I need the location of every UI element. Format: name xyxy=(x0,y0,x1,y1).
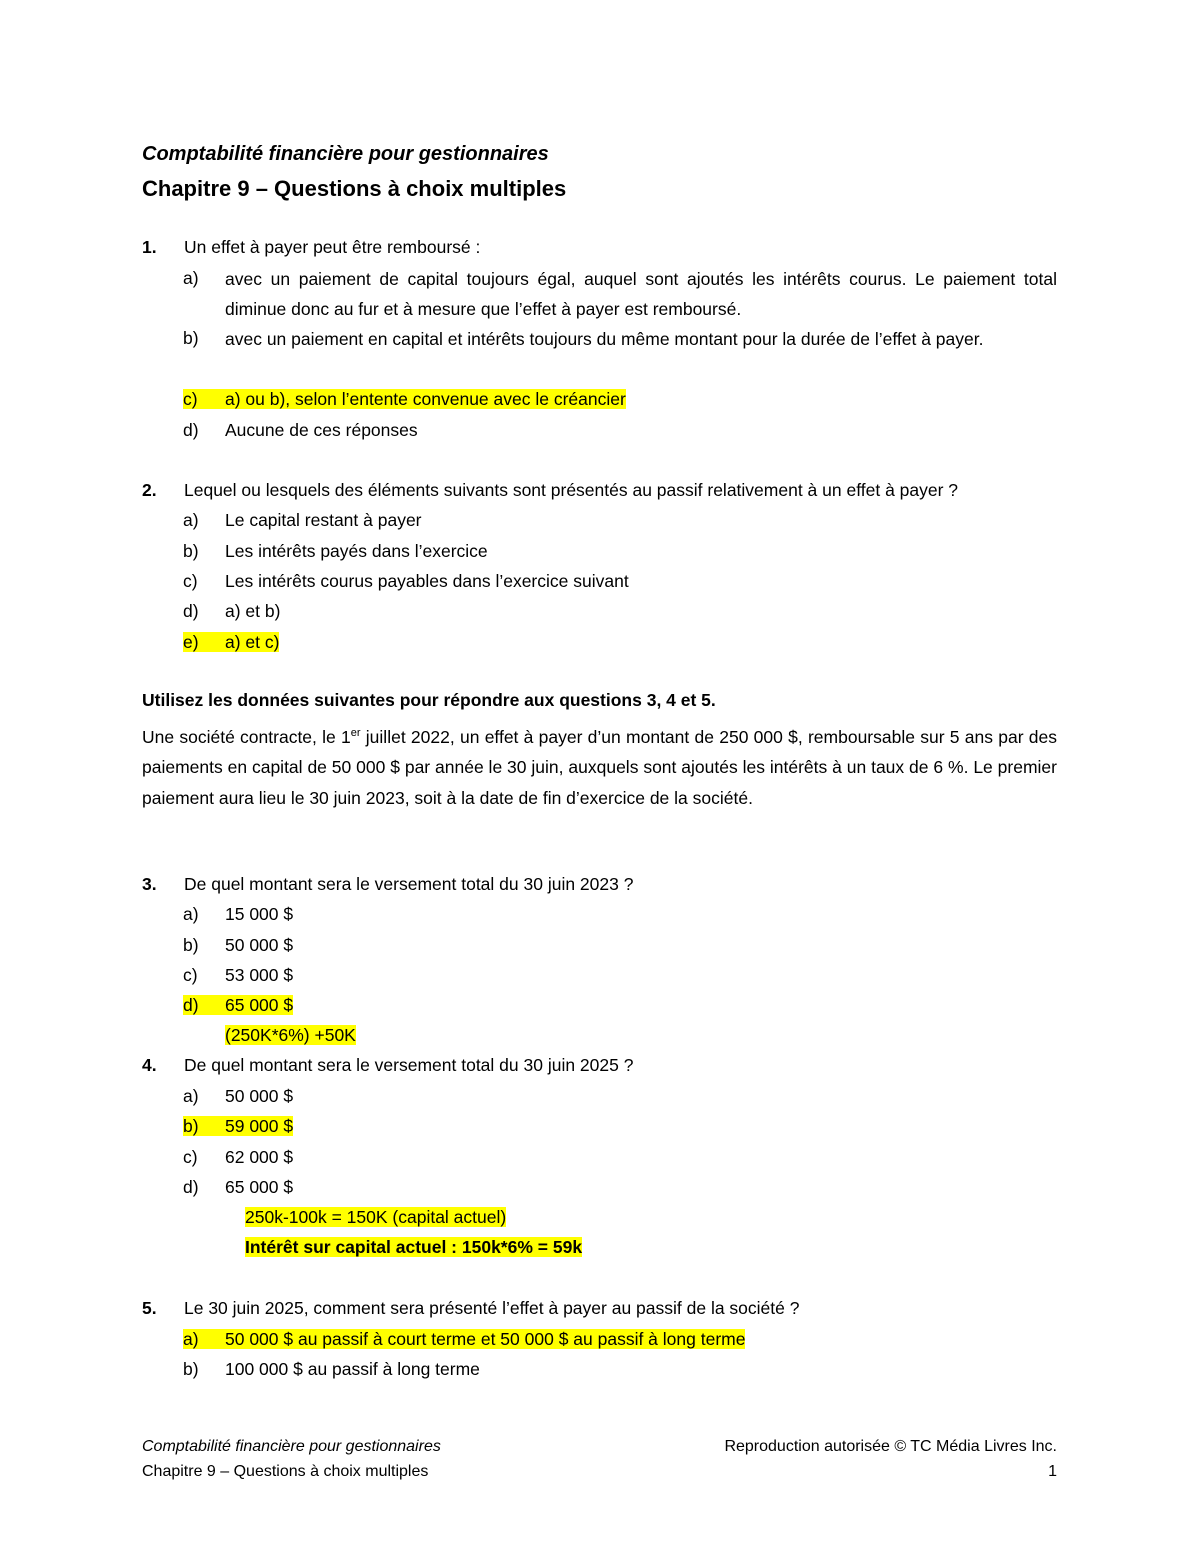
option-text: Les intérêts payés dans l’exercice xyxy=(225,541,488,561)
option-letter: d) xyxy=(183,1177,199,1197)
q3-option-b xyxy=(183,935,293,956)
question-4 xyxy=(142,1055,633,1076)
q2-option-d xyxy=(183,601,280,622)
option-text: a) et b) xyxy=(225,601,281,621)
footer-book-title: Comptabilité financière pour gestionnaires xyxy=(142,1438,441,1455)
q1-option-a-text: avec un paiement de capital toujours égal, auquel sont ajoutés les intérêts courus. Le paiement total diminue donc au fur et à mesure que l’effet à payer est remboursé. xyxy=(225,269,1057,319)
question-text: Un effet à payer peut être remboursé : xyxy=(184,237,481,257)
q1-option-b-text: avec un paiement en capital et intérêts toujours du même montant pour la durée de l’effet à payer. xyxy=(225,329,984,349)
footer-page-number: 1 xyxy=(1048,1463,1057,1480)
question-text: Lequel ou lesquels des éléments suivants sont présentés au passif relativement à un effet à payer ? xyxy=(184,480,959,500)
option-text: 50 000 $ au passif à court terme et 50 000 $ au passif à long terme xyxy=(225,1329,746,1349)
option-letter: b) xyxy=(183,1359,199,1379)
q1-option-a-letter: a) xyxy=(183,268,199,288)
question-text: Le 30 juin 2025, comment sera présenté l’effet à payer au passif de la société ? xyxy=(184,1298,800,1318)
option-letter: d) xyxy=(183,601,199,621)
question-number: 4. xyxy=(142,1055,157,1075)
question-text: De quel montant sera le versement total du 30 juin 2023 ? xyxy=(184,874,634,894)
q5-option-b xyxy=(183,1359,480,1380)
question-number: 2. xyxy=(142,480,157,500)
option-letter: a) xyxy=(183,1086,199,1106)
instructions-heading: Utilisez les données suivantes pour répondre aux questions 3, 4 et 5. xyxy=(142,690,716,710)
q4-calculation-1: 250k-100k = 150K (capital actuel) xyxy=(245,1207,507,1227)
option-text: 65 000 $ xyxy=(225,995,294,1015)
q4-option-b xyxy=(183,1116,293,1137)
option-text: 50 000 $ xyxy=(225,935,294,955)
footer-chapter: Chapitre 9 – Questions à choix multiples xyxy=(142,1463,429,1480)
question-text: De quel montant sera le versement total du 30 juin 2025 ? xyxy=(184,1055,634,1075)
document-title: Comptabilité financière pour gestionnaires xyxy=(142,143,549,165)
footer-copyright: Reproduction autorisée © TC Média Livres Inc. xyxy=(724,1438,1057,1455)
q1-option-d xyxy=(183,420,418,441)
q5-option-a xyxy=(183,1329,745,1350)
option-letter: a) xyxy=(183,1329,199,1349)
q1-option-b-letter: b) xyxy=(183,328,199,348)
question-3 xyxy=(142,874,633,895)
option-text: Le capital restant à payer xyxy=(225,510,422,530)
option-text: 100 000 $ au passif à long terme xyxy=(225,1359,480,1379)
option-text: 50 000 $ xyxy=(225,1086,294,1106)
q4-option-d xyxy=(183,1177,293,1198)
option-letter: c) xyxy=(183,389,198,409)
option-letter: b) xyxy=(183,935,199,955)
option-letter: b) xyxy=(183,541,199,561)
q2-option-c xyxy=(183,571,629,592)
option-text: Aucune de ces réponses xyxy=(225,420,418,440)
option-letter: c) xyxy=(183,571,198,591)
q3-option-a xyxy=(183,904,293,925)
q3-calculation: (250K*6%) +50K xyxy=(225,1025,356,1045)
option-letter: b) xyxy=(183,1116,199,1136)
option-text: 59 000 $ xyxy=(225,1116,294,1136)
question-number: 5. xyxy=(142,1298,157,1318)
instructions-paragraph: Une société contracte, le 1er juillet 2022, un effet à payer d’un montant de 250 000 $, remboursable sur 5 ans par des paiements en capital de 50 000 $ par année le 30 juin, auxquels sont ajoutés les intérêts à un taux de 6 %. Le premier paiement aura lieu le 30 juin 2023, soit à la date de fin d’exercice de la société. xyxy=(142,726,1057,808)
option-text: 62 000 $ xyxy=(225,1147,294,1167)
option-text: 65 000 $ xyxy=(225,1177,294,1197)
q2-option-a xyxy=(183,510,422,531)
q4-option-c xyxy=(183,1147,293,1168)
option-letter: a) xyxy=(183,510,199,530)
question-number: 1. xyxy=(142,237,157,257)
option-text: Les intérêts courus payables dans l’exercice suivant xyxy=(225,571,629,591)
option-letter: e) xyxy=(183,632,199,652)
document-subtitle: Chapitre 9 – Questions à choix multiples xyxy=(142,176,567,201)
option-text: 15 000 $ xyxy=(225,904,294,924)
q3-option-c xyxy=(183,965,293,986)
option-letter: d) xyxy=(183,995,199,1015)
q2-option-b xyxy=(183,541,488,562)
q4-option-a xyxy=(183,1086,293,1107)
q3-option-d xyxy=(183,995,293,1016)
option-letter: c) xyxy=(183,965,198,985)
option-text: a) et c) xyxy=(225,632,280,652)
question-5 xyxy=(142,1298,799,1319)
option-letter: c) xyxy=(183,1147,198,1167)
question-1 xyxy=(142,237,480,258)
option-text: 53 000 $ xyxy=(225,965,294,985)
option-text: a) ou b), selon l’entente convenue avec le créancier xyxy=(225,389,626,409)
q4-calculation-2: Intérêt sur capital actuel : 150k*6% = 59k xyxy=(245,1237,583,1257)
q2-option-e xyxy=(183,632,279,653)
option-letter: d) xyxy=(183,420,199,440)
option-letter: a) xyxy=(183,904,199,924)
question-number: 3. xyxy=(142,874,157,894)
question-2 xyxy=(142,480,958,501)
q1-option-c xyxy=(183,389,626,410)
